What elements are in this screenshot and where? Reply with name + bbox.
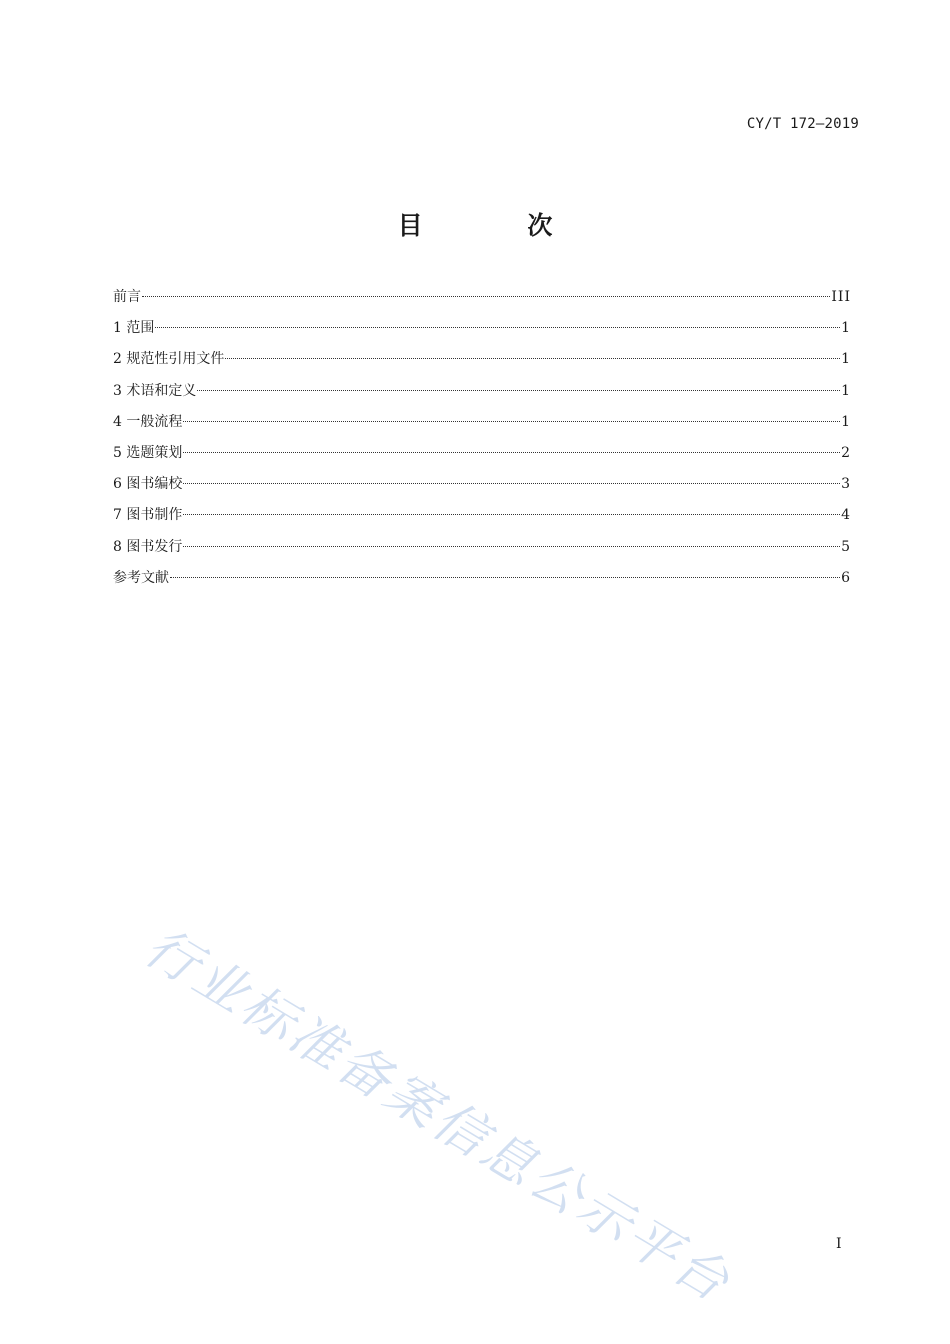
toc-entry-page: 1	[841, 413, 851, 430]
toc-entry-terms-definitions[interactable]	[113, 380, 851, 411]
standard-code: CY/T 172—2019	[746, 116, 859, 132]
page-number: I	[836, 1236, 842, 1252]
toc-entry-page: 6	[841, 569, 851, 586]
toc-entry-label: 4 一般流程	[113, 413, 183, 430]
dot-leader	[225, 358, 840, 359]
toc-entry-normative-references[interactable]	[113, 348, 851, 379]
dot-leader	[183, 514, 840, 515]
dot-leader	[170, 577, 840, 578]
toc-entry-page: 4	[841, 507, 851, 524]
toc-entry-label: 7 图书制作	[113, 507, 183, 524]
toc-entry-general-process[interactable]	[113, 411, 851, 442]
dot-leader	[142, 296, 830, 297]
watermark: 行业标准备案信息公示平台	[134, 917, 742, 1315]
dot-leader	[183, 483, 840, 484]
dot-leader	[183, 452, 840, 453]
toc-entry-foreword[interactable]	[113, 286, 851, 317]
toc-entry-book-distribution[interactable]	[113, 536, 851, 567]
page-title: 目 次	[397, 211, 601, 240]
dot-leader	[197, 390, 840, 391]
toc-entry-bibliography[interactable]	[113, 567, 851, 598]
toc-entry-page: 1	[841, 382, 851, 399]
toc-entry-page: 1	[841, 320, 851, 337]
toc-entry-page: 5	[841, 538, 851, 555]
toc-entry-label: 8 图书发行	[113, 538, 183, 555]
toc-entry-label: 3 术语和定义	[113, 382, 197, 399]
toc-entry-label: 5 选题策划	[113, 444, 183, 461]
toc-entry-label: 前言	[113, 289, 141, 305]
toc-entry-page: III	[831, 289, 851, 305]
toc-entry-topic-planning[interactable]	[113, 442, 851, 473]
toc-entry-page: 1	[841, 351, 851, 368]
dot-leader	[183, 421, 840, 422]
toc-entry-label: 6 图书编校	[113, 476, 183, 493]
toc-entry-page: 2	[841, 444, 851, 461]
toc-entry-scope[interactable]	[113, 317, 851, 348]
toc-entry-book-production[interactable]	[113, 504, 851, 535]
toc-entry-label: 2 规范性引用文件	[113, 351, 225, 368]
toc-entry-page: 3	[841, 476, 851, 493]
toc-entry-label: 1 范围	[113, 320, 155, 337]
toc-entry-book-editing[interactable]	[113, 473, 851, 504]
table-of-contents	[113, 286, 851, 598]
toc-entry-label: 参考文献	[113, 569, 169, 586]
dot-leader	[183, 546, 840, 547]
dot-leader	[155, 327, 840, 328]
